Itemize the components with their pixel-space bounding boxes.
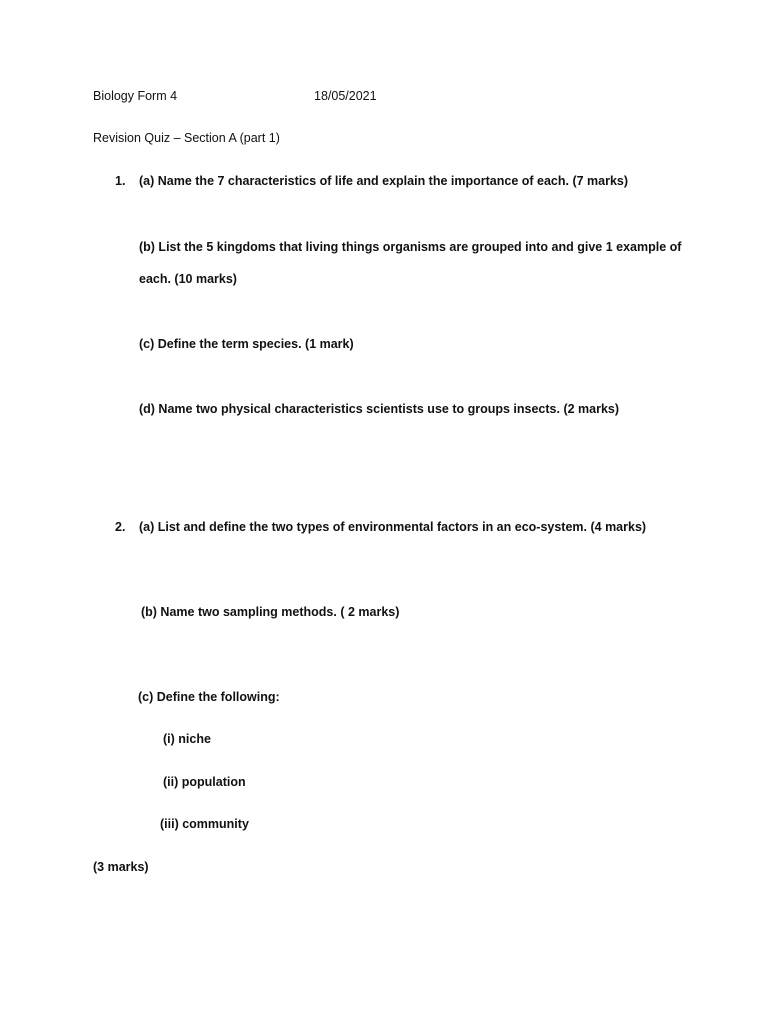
question-2c-item: (ii) population xyxy=(163,775,246,789)
quiz-title: Revision Quiz – Section A (part 1) xyxy=(93,131,280,145)
question-2b: (b) Name two sampling methods. ( 2 marks) xyxy=(141,605,400,619)
question-2a: (a) List and define the two types of environmental factors in an eco-system. (4 marks) xyxy=(139,520,647,534)
question-1c: (c) Define the term species. (1 mark) xyxy=(139,337,354,351)
subject-label: Biology Form 4 xyxy=(93,89,178,103)
question-1d: (d) Name two physical characteristics scientists use to groups insects. (2 marks) xyxy=(139,402,620,416)
question-1b-line2: each. (10 marks) xyxy=(139,272,237,286)
date-label: 18/05/2021 xyxy=(314,89,377,103)
question-2c-marks: (3 marks) xyxy=(93,860,149,874)
question-number: 1. xyxy=(115,174,126,188)
question-1a: (a) Name the 7 characteristics of life and explain the importance of each. (7 marks) xyxy=(139,174,629,188)
question-2c-item: (i) niche xyxy=(163,732,211,746)
question-2c: (c) Define the following: xyxy=(138,690,280,704)
question-2c-item: (iii) community xyxy=(160,817,249,831)
question-1b-line1: (b) List the 5 kingdoms that living things organisms are grouped into and give 1 example of xyxy=(139,240,682,254)
question-number: 2. xyxy=(115,520,126,534)
